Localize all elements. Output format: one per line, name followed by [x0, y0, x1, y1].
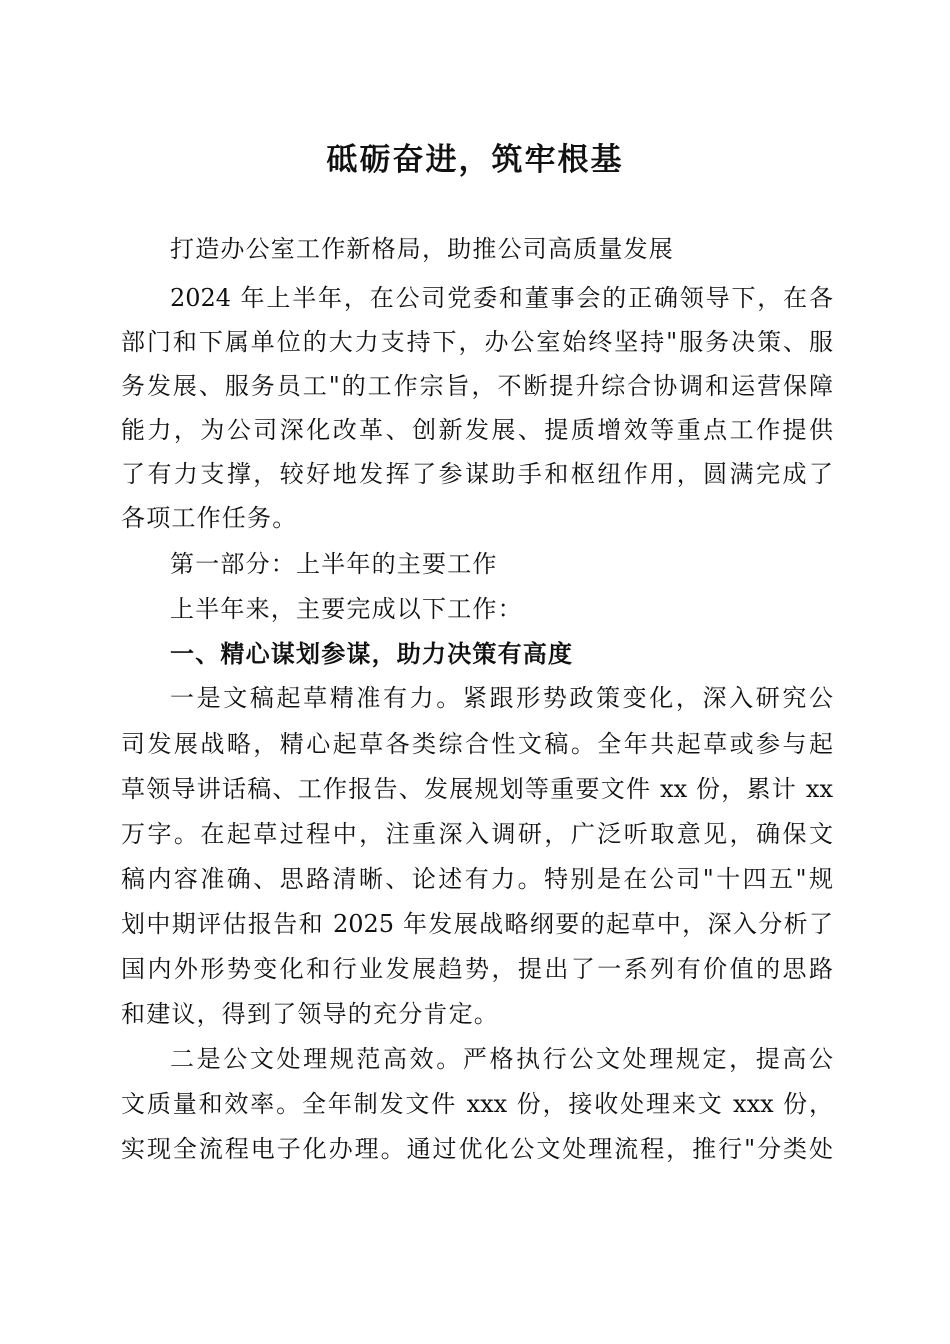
part1-heading: 第一部分：上半年的主要工作 [170, 550, 498, 578]
item1-line-7: 国内外形势变化和行业发展趋势，提出了一系列有价值的思路 [121, 955, 833, 983]
item1-line-4: 万字。在起草过程中，注重深入调研，广泛听取意见，确保文 [121, 820, 833, 848]
item1-lead: 一是文稿起草精准有力。 [170, 684, 463, 712]
intro-line-4: 能力，为公司深化改革、创新发展、提质增效等重点工作提供 [121, 416, 833, 444]
item2-line-2: 文质量和效率。全年制发文件 xxx 份，接收处理来文 xxx 份， [121, 1090, 833, 1118]
section1-heading: 一、精心谋划参谋，助力决策有高度 [170, 640, 574, 668]
intro-line-3: 务发展、服务员工"的工作宗旨，不断提升综合协调和运营保障 [121, 372, 833, 400]
item1-line-3: 草领导讲话稿、工作报告、发展规划等重要文件 xx 份，累计 xx [121, 775, 833, 803]
intro-line-5: 了有力支撑，较好地发挥了参谋助手和枢纽作用，圆满完成了 [121, 460, 833, 488]
item1-line-1 [170, 676, 833, 720]
item2-line-3: 实现全流程电子化办理。通过优化公文处理流程，推行"分类处 [121, 1135, 833, 1163]
part1-lead: 上半年来，主要完成以下工作： [170, 595, 523, 623]
item1-line-2: 司发展战略，精心起草各类综合性文稿。全年共起草或参与起 [121, 730, 833, 758]
item2-lead: 二是公文处理规范高效。 [170, 1045, 463, 1073]
intro-line-6: 各项工作任务。 [121, 504, 298, 532]
item1-line-5: 稿内容准确、思路清晰、论述有力。特别是在公司"十四五"规 [121, 865, 833, 893]
subtitle: 打造办公室工作新格局，助推公司高质量发展 [170, 235, 674, 263]
item2-line-1-text: 严格执行公文处理规定，提高公 [462, 1045, 833, 1073]
item1-line-8: 和建议，得到了领导的充分肯定。 [121, 1000, 499, 1028]
item2-line-1 [170, 1037, 833, 1081]
document-title: 砥砺奋进，筑牢根基 [326, 142, 624, 178]
item1-line-6: 划中期评估报告和 2025 年发展战略纲要的起草中，深入分析了 [121, 910, 833, 938]
item1-line-1-text: 紧跟形势政策变化，深入研究公 [462, 684, 833, 712]
intro-line-2: 部门和下属单位的大力支持下，办公室始终坚持"服务决策、服 [121, 328, 833, 356]
intro-line-1: 2024 年上半年，在公司党委和董事会的正确领导下，在各 [170, 284, 833, 312]
